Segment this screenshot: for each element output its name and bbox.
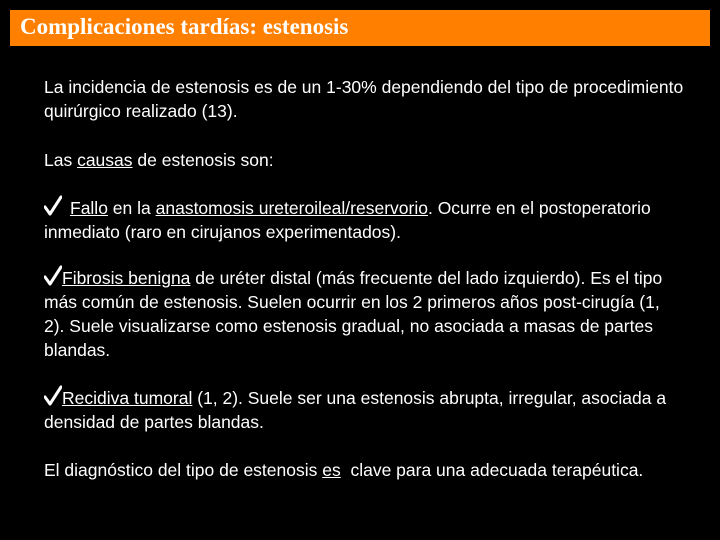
cause-item-recidiva: [44, 385, 684, 434]
cause-recidiva-term: Recidiva tumoral: [62, 388, 193, 408]
checkmark-icon: [44, 385, 62, 407]
intro-paragraph: La incidencia de estenosis es de un 1-30% dependiendo del tipo de procedimiento quirúrgico realizado (13).: [44, 77, 684, 121]
slide-title: Complicaciones tardías: estenosis: [20, 14, 349, 39]
conclusion-after: clave para una adecuada terapéutica.: [340, 460, 644, 480]
cause-fibrosis-text: de uréter distal (más frecuente del lado izquierdo). Es el tipo más común de estenosis. Suelen ocurrir en los 2 primeros años post-cirugía (1, 2). Suele visualizarse como estenosis gradual, no asociada a masas de partes blandas.: [44, 268, 663, 360]
cause-fallo-term2: anastomosis ureteroileal/reservorio: [155, 198, 428, 218]
conclusion-before: El diagnóstico del tipo de estenosis: [44, 460, 323, 480]
cause-item-fallo: [44, 195, 684, 244]
cause-recidiva-text: (1, 2). Suele ser una estenosis abrupta, irregular, asociada a densidad de partes blandas.: [44, 388, 667, 432]
cause-item-fibrosis: [44, 265, 684, 362]
causes-heading-before: Las: [44, 150, 78, 170]
causes-heading: [44, 148, 684, 172]
cause-fallo-text1: en la: [107, 198, 156, 218]
cause-fallo-term: Fallo: [70, 198, 108, 218]
checkmark-icon: [44, 195, 62, 217]
cause-fibrosis-term: Fibrosis benigna: [62, 268, 191, 288]
cause-fallo-text2: . Ocurre en el postoperatorio inmediato (raro en cirujanos experimentados).: [44, 198, 651, 242]
causes-heading-after: de estenosis son:: [132, 150, 274, 170]
conclusion-underlined: es: [322, 460, 341, 480]
title-bar: [10, 10, 710, 46]
causes-heading-underlined: causas: [77, 150, 133, 170]
conclusion-paragraph: [44, 458, 684, 482]
checkmark-icon: [44, 265, 62, 287]
